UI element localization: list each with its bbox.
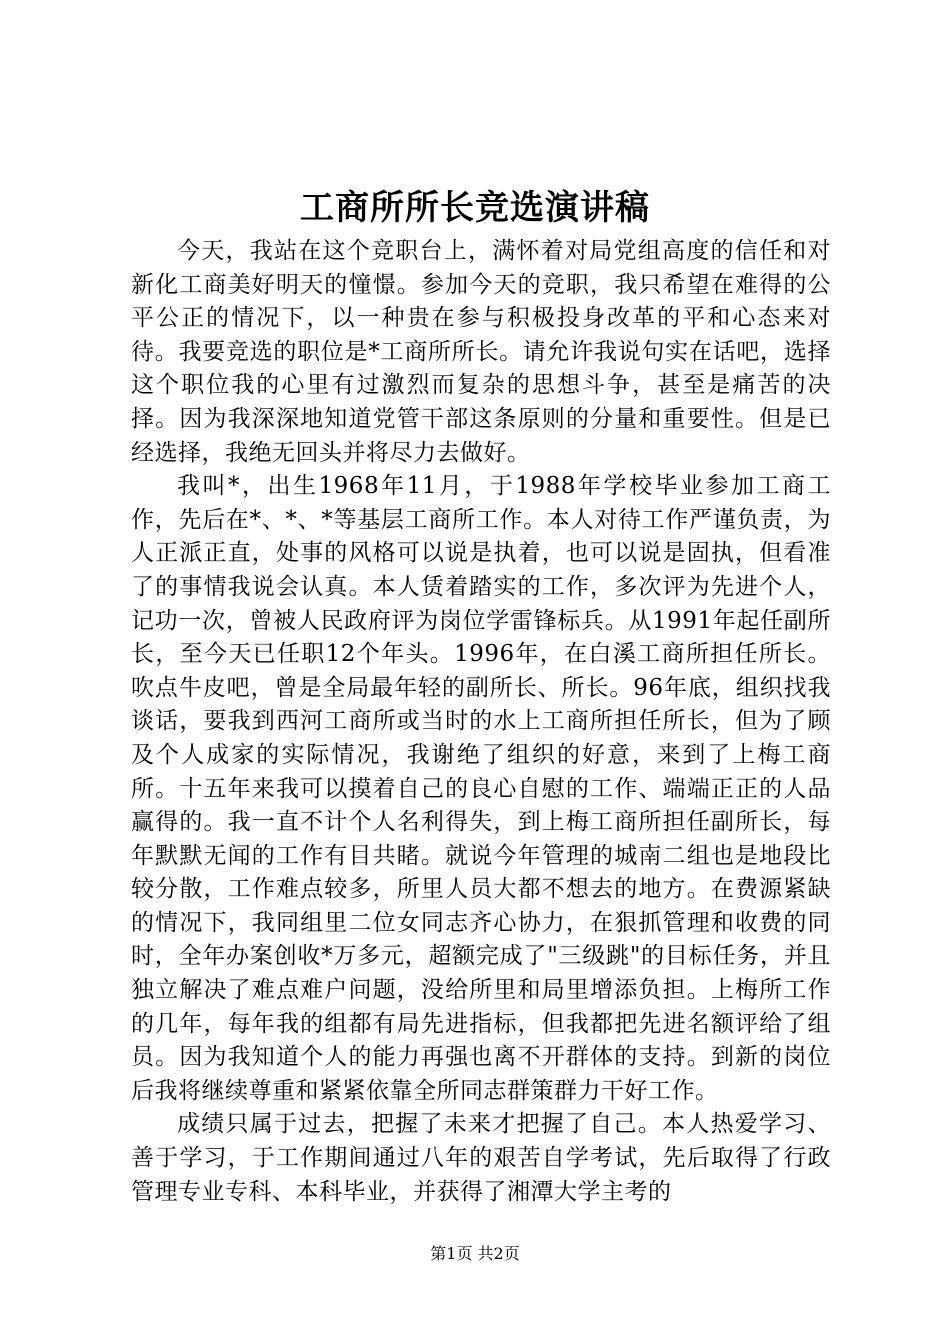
paragraph-2: 我叫*，出生1968年11月，于1988年学校毕业参加工商工作，先后在*、*、*等基层工商所工作。本人对待工作严谨负责，为人正派正直，处事的风格可以说是执着，也可以说是固执，但看准了的事情我说会认真。本人赁着踏实的工作，多次评为先进个人，记功一次，曾被人民政府评为岗位学雷锋标兵。从1991年起任副所长，至今天已任职12个年头。1996年，在白溪工商所担任所长。吹点牛皮吧，曾是全局最年轻的副所长、所长。96年底，组织找我谈话，要我到西河工商所或当时的水上工商所担任所长，但为了顾及个人成家的实际情况，我谢绝了组织的好意，来到了上梅工商所。十五年来我可以摸着自己的良心自慰的工作、端端正正的人品赢得的。我一直不计个人名利得失，到上梅工商所担任副所长，每年默默无闻的工作有目共睹。就说今年管理的城南二组也是地段比较分散，工作难点较多，所里人员大都不想去的地方。在费源紧缺的情况下，我同组里二位女同志齐心协力，在狠抓管理和收费的同时，全年办案创收*万多元，超额完成了"三级跳"的目标任务，并且独立解决了难点难户问题，没给所里和局里增添负担。上梅所工作的几年，每年我的组都有局先进指标，但我都把先进名额评给了组员。因为我知道个人的能力再强也离不开群体的支持。到新的岗位后我将继续尊重和紧紧依靠全所同志群策群力干好工作。 [131, 473, 831, 1104]
paragraph-1: 今天，我站在这个竞职台上，满怀着对局党组高度的信任和对新化工商美好明天的憧憬。参加今天的竞职，我只希望在难得的公平公正的情况下，以一种贵在参与积极投身改革的平和心态来对待。我要竞选的职位是*工商所所长。请允许我说句实在话吧，选择这个职位我的心里有过激烈而复杂的思想斗争，甚至是痛苦的决择。因为我深深地知道党管干部这条原则的分量和重要性。但是已经选择，我绝无回头并将尽力去做好。 [131, 238, 831, 466]
document-body [131, 235, 831, 1209]
paragraph-3: 成绩只属于过去，把握了未来才把握了自己。本人热爱学习、善于学习，于工作期间通过八年的艰苦自学考试，先后取得了行政管理专业专科、本科毕业，并获得了湘潭大学主考的 [131, 1111, 831, 1205]
page-number: 第1页 共2页 [430, 1244, 520, 1263]
document-title: 工商所所长竞选演讲稿 [300, 188, 650, 228]
